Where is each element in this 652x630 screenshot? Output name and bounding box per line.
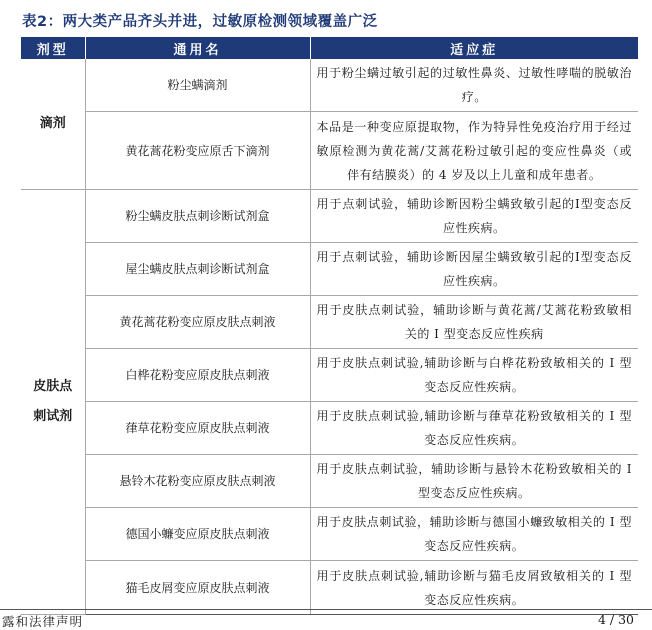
name-cell: 猫毛皮屑变应原皮肤点刺液 [85,561,310,615]
page-number: 4 / 30 [597,612,634,627]
footer-divider [0,609,652,610]
table-row [21,296,638,349]
name-cell: 粉尘螨皮肤点刺诊断试剂盒 [85,190,310,243]
indication-cell: 用于点刺试验，辅助诊断因粉尘螨致敏引起的Ⅰ型变态反应性疾病。 [310,190,638,243]
name-cell: 黄花蒿花粉变应原舌下滴剂 [85,112,310,190]
table-row [21,243,638,296]
name-cell: 葎草花粉变应原皮肤点刺液 [85,402,310,455]
footer-disclaimer-link[interactable]: 露和法律声明 [2,614,84,629]
table-row [21,190,638,243]
indication-cell: 用于点刺试验，辅助诊断因屋尘螨致敏引起的Ⅰ型变态反应性疾病。 [310,243,638,296]
table-row [21,402,638,455]
indication-cell: 用于皮肤点刺试验，辅助诊断与悬铃木花粉致敏相关的 I 型变态反应性疾病。 [310,455,638,508]
type-cell-drops: 滴剂 [21,59,85,190]
name-cell: 德国小蠊变应原皮肤点刺液 [85,508,310,561]
name-cell: 屋尘螨皮肤点刺诊断试剂盒 [85,243,310,296]
indication-cell: 用于粉尘螨过敏引起的过敏性鼻炎、过敏性哮喘的脱敏治疗。 [310,59,638,112]
table-row [21,112,638,190]
indication-cell: 用于皮肤点刺试验,辅助诊断与猫毛皮屑致敏相关的 I 型变态反应性疾病。 [310,561,638,615]
product-table [21,37,638,615]
name-cell: 粉尘螨滴剂 [85,59,310,112]
name-cell: 白桦花粉变应原皮肤点刺液 [85,349,310,402]
header-indication: 适应症 [310,37,638,59]
indication-cell: 本品是一种变应原提取物，作为特异性免疫治疗用于经过敏原检测为黄花蒿/艾蒿花粉过敏引起的变应性鼻炎（或伴有结膜炎）的 4 岁及以上儿童和成年患者。 [310,112,638,190]
type-cell-skin-prick [21,190,85,615]
header-row [21,37,638,59]
indication-cell: 用于皮肤点刺试验,辅助诊断与葎草花粉致敏相关的 I 型变态反应性疾病。 [310,402,638,455]
indication-cell: 用于皮肤点刺试验,辅助诊断与白桦花粉致敏相关的 I 型变态反应性疾病。 [310,349,638,402]
table-row [21,508,638,561]
type-label-skin-prick: 皮肤点刺试剂 [33,379,73,424]
indication-cell: 用于皮肤点刺试验，辅助诊断与黄花蒿/艾蒿花粉致敏相关的 I 型变态反应性疾病 [310,296,638,349]
header-name: 通用名 [85,37,310,59]
table-row [21,455,638,508]
name-cell: 悬铃木花粉变应原皮肤点刺液 [85,455,310,508]
table-row [21,59,638,112]
table-row [21,561,638,615]
table-title: 表2：两大类产品齐头并进，过敏原检测领域覆盖广泛 [22,14,378,30]
table-row [21,349,638,402]
header-type: 剂型 [21,37,85,59]
name-cell: 黄花蒿花粉变应原皮肤点刺液 [85,296,310,349]
indication-cell: 用于皮肤点刺试验，辅助诊断与德国小蠊致敏相关的 I 型变态反应性疾病。 [310,508,638,561]
